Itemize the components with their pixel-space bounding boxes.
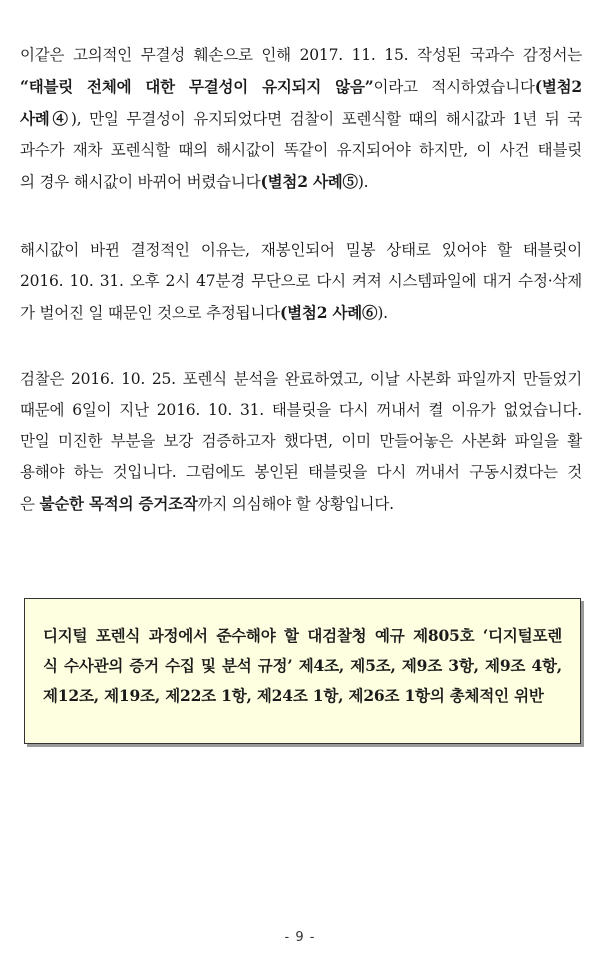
text-run: 이라고 적시하였습니다 [373, 78, 535, 96]
paragraph-hash-change-reason [20, 235, 582, 329]
text-run: 용해야 하는 것입니다. 그럼에도 봉인된 태블릿을 다시 꺼내서 구동시켰다는 것 [20, 463, 582, 481]
text-line [20, 488, 582, 520]
text-line [20, 235, 582, 266]
regulation-violation-box [24, 598, 581, 744]
text-run: 의 경우 해시값이 바뀌어 버렸습니다 [20, 173, 261, 191]
text-line [20, 71, 582, 103]
text-line [20, 103, 582, 135]
text-line [20, 135, 582, 166]
text-line [20, 457, 582, 488]
paragraph-integrity-damage [20, 40, 582, 198]
text-line [20, 364, 582, 395]
text-run: 때문에 6일이 지난 2016. 10. 31. 태블릿을 다시 꺼내서 켤 이유가 없었습니다. [20, 401, 582, 419]
bold-run: (별첨2 사례⑥ [280, 303, 378, 322]
text-run: 까지 의심해야 할 상황입니다. [197, 495, 394, 513]
text-run: 이같은 고의적인 무결성 훼손으로 인해 2017. 11. 15. 작성된 국과수 감정서는 [20, 46, 582, 64]
bold-run: 사례④ [20, 109, 71, 128]
text-line [20, 426, 582, 457]
text-run: 검찰은 2016. 10. 25. 포렌식 분석을 완료하였고, 이날 사본화 파일까지 만들었기 [20, 370, 582, 388]
text-run: 만일 미진한 부분을 보강 검증하고자 했다면, 이미 만들어놓은 사본화 파일을 활 [20, 432, 582, 450]
text-run: 2016. 10. 31. 오후 2시 47분경 무단으로 다시 켜져 시스템파일에 대거 수정·삭제 [20, 272, 582, 290]
text-line [20, 297, 582, 329]
text-run: 해시값이 바뀐 결정적인 이유는, 재봉인되어 밀봉 상태로 있어야 할 태블릿이 [20, 241, 582, 259]
text-run: ). [377, 304, 388, 322]
text-line [20, 166, 582, 198]
text-line [20, 40, 582, 71]
text-line [20, 395, 582, 426]
text-run: ). [357, 173, 369, 191]
text-run: 은 [20, 495, 40, 513]
notice-line: 제12조, 제19조, 제22조 1항, 제24조 1항, 제26조 1항의 총체적인 위반 [43, 686, 544, 705]
notice-line: 디지털 포렌식 과정에서 준수해야 할 대검찰청 예규 제805호 ‘디지털포렌 [43, 626, 562, 645]
paragraph-evidence-tampering [20, 364, 582, 520]
text-line [20, 266, 582, 297]
text-run: ), 만일 무결성이 유지되었다면 검찰이 포렌식할 때의 해시값과 1년 뒤 국 [70, 110, 582, 128]
regulation-violation-text [43, 621, 562, 711]
page-number: - 9 - [284, 930, 316, 945]
text-run: 과수가 재차 포렌식할 때의 해시값이 똑같이 유지되어야 하지만, 이 사건 태블릿 [20, 141, 582, 159]
bold-run: “태블릿 전체에 대한 무결성이 유지되지 않음” [20, 77, 374, 96]
bold-run: 불순한 목적의 증거조작 [39, 494, 198, 513]
notice-line: 식 수사관의 증거 수집 및 분석 규정’ 제4조, 제5조, 제9조 3항, 제9조 4항, [43, 656, 562, 675]
bold-run: (별첨2 [534, 77, 582, 96]
text-run: 가 벌어진 일 때문인 것으로 추정됩니다 [20, 304, 281, 322]
bold-run: (별첨2 사례⑤ [260, 172, 358, 191]
